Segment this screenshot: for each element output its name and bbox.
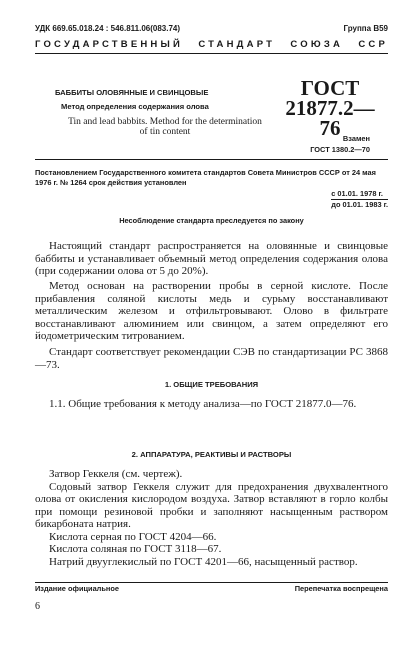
replaced-label: Взамен <box>342 134 370 143</box>
intro-paragraph-2: Метод основан на растворении пробы в серной кислоте. После прибавления соляной кислоты медь и сурьму восстанавливают металлическим железом и отфильтровывают. Олово в фильтрате восстанавливают алюминием или свинцом, а затем определяют его йодометрическим титрованием. <box>35 280 388 342</box>
group-code: Группа B59 <box>343 24 388 33</box>
title-ru: БАББИТЫ ОЛОВЯННЫЕ И СВИНЦОВЫЕ <box>55 88 209 97</box>
decree-text: Постановлением Государственного комитета стандартов Совета Министров СССР от 24 мая 1976 г. № 1264 срок действия установлен <box>35 168 376 187</box>
gost-number: 21877.2—76 <box>285 96 375 140</box>
section-2-line-3: Кислота серная по ГОСТ 4204—66. <box>49 530 217 543</box>
udk-code: УДК 669.65.018.24 : 546.811.06(083.74) <box>35 24 181 33</box>
gost-designation <box>285 78 375 138</box>
violation-notice: Несоблюдение стандарта преследуется по закону <box>119 216 304 225</box>
section-2-title: 2. АППАРАТУРА, РЕАКТИВЫ И РАСТВОРЫ <box>131 450 292 459</box>
title-en-line2: of tin content <box>139 127 191 137</box>
title-en <box>50 117 280 137</box>
section-2-line-2: Содовый затвор Геккеля служит для предохранения двухвалентного олова от окисления кислородом воздуха. Затвор вставляют в горло колбы при помощи резиновой пробки и заполняют насыщенным раствором бикарбоната натрия. <box>35 480 388 530</box>
separator-bottom <box>35 582 388 583</box>
separator-top <box>35 159 388 160</box>
validity-dates <box>331 189 388 210</box>
title-en-line1: Tin and lead babbits. Method for the determination <box>68 117 262 127</box>
intro-paragraph-3: Стандарт соответствует рекомендации СЭВ по стандартизации РС 3868—73. <box>35 346 388 371</box>
page-number: 6 <box>35 601 40 612</box>
replaced-standard <box>300 133 370 155</box>
footer-reprint-prohibited: Перепечатка воспрещена <box>294 584 388 593</box>
section-2-line-1: Затвор Геккеля (см. чертеж). <box>49 468 183 480</box>
section-2-line-4: Кислота соляная по ГОСТ 3118—67. <box>49 543 222 555</box>
standard-band: ГОСУДАРСТВЕННЫЙ СТАНДАРТ СОЮЗА ССР <box>35 39 388 54</box>
section-1-title: 1. ОБЩИЕ ТРЕБОВАНИЯ <box>164 380 259 389</box>
footer-official-edition: Издание официальное <box>35 584 120 593</box>
section-2-line-5: Натрий двууглекислый по ГОСТ 4201—66, насыщенный раствор. <box>49 555 358 568</box>
gost-label: ГОСТ <box>300 76 360 100</box>
section-1-paragraph: 1.1. Общие требования к методу анализа—по ГОСТ 21877.0—76. <box>49 398 357 410</box>
intro-paragraph-1: Настоящий стандарт распространяется на оловянные и свинцовые баббиты и устанавливает объемный метод определения содержания олова (при содержании олова от 5 до 20%). <box>35 240 388 277</box>
replaced-number: ГОСТ 1380.2—70 <box>310 145 370 154</box>
subtitle-ru: Метод определения содержания олова <box>61 102 209 111</box>
section-2-body <box>35 468 388 568</box>
valid-from: с 01.01. 1978 г. <box>331 189 383 198</box>
valid-to: до 01.01. 1983 г. <box>331 200 388 209</box>
